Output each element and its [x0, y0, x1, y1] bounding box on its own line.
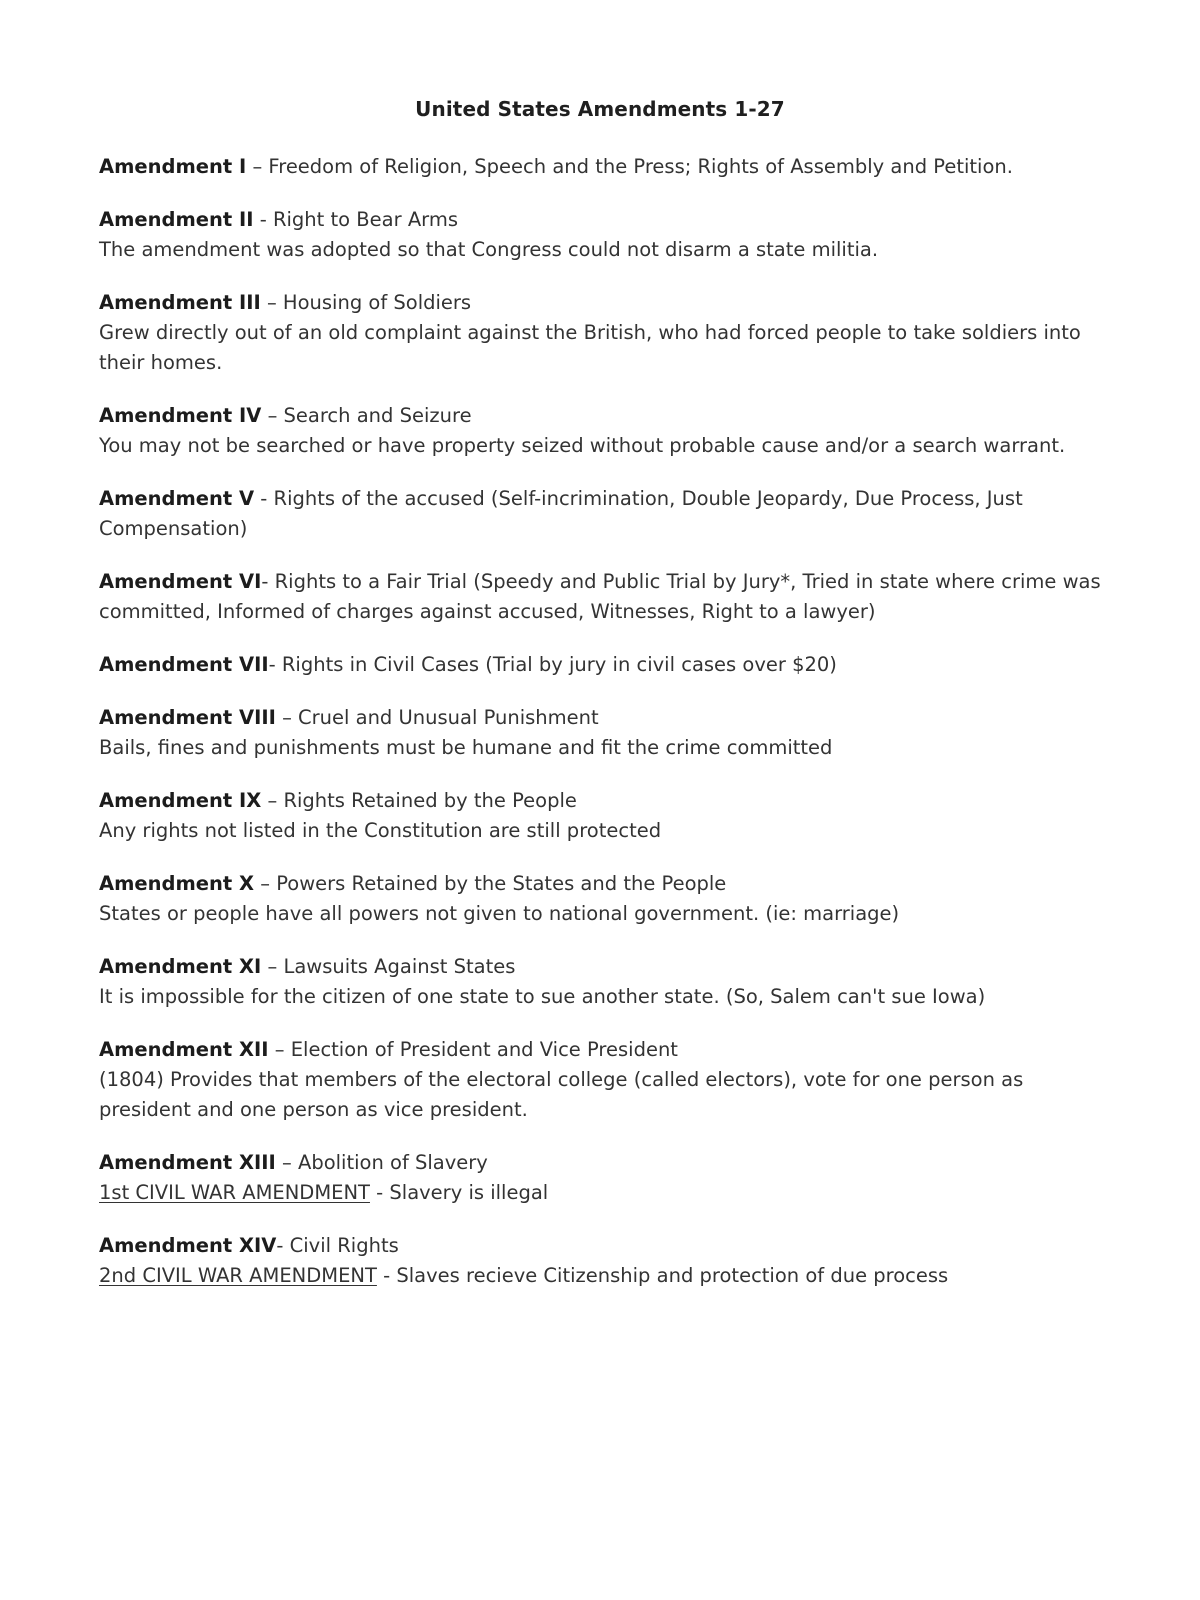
amendment-description — [99, 1178, 1109, 1208]
document-title: United States Amendments 1-27 — [415, 97, 785, 121]
amendment-heading — [99, 1148, 1109, 1178]
amendment-entry — [99, 484, 1109, 544]
amendment-heading — [99, 786, 1109, 816]
amendment-description — [99, 1261, 1109, 1291]
amendment-entry — [99, 152, 1109, 182]
amendment-entry — [99, 288, 1109, 378]
amendment-description-text: The amendment was adopted so that Congress could not disarm a state militia. — [99, 238, 879, 261]
amendment-title: – Rights Retained by the People — [261, 789, 577, 812]
amendment-description — [99, 899, 1109, 929]
amendment-number: Amendment X — [99, 872, 255, 895]
amendment-entry — [99, 786, 1109, 846]
amendment-heading — [99, 152, 1109, 182]
amendment-number: Amendment I — [99, 155, 247, 178]
amendment-number: Amendment II — [99, 208, 254, 231]
amendment-title: – Housing of Soldiers — [260, 291, 472, 314]
amendment-entry — [99, 205, 1109, 265]
amendment-description-text: - Slaves recieve Citizenship and protection of due process — [376, 1264, 949, 1287]
amendment-heading — [99, 401, 1109, 431]
amendment-entry — [99, 1035, 1109, 1125]
amendment-title: - Rights in Civil Cases (Trial by jury in civil cases over $20) — [268, 653, 837, 676]
amendment-description — [99, 235, 1109, 265]
amendment-number: Amendment IV — [99, 404, 262, 427]
civil-war-amendment-label: 2nd CIVIL WAR AMENDMENT — [99, 1264, 377, 1287]
amendment-title: - Right to Bear Arms — [253, 208, 458, 231]
amendment-title: – Abolition of Slavery — [275, 1151, 488, 1174]
amendment-entry — [99, 952, 1109, 1012]
amendment-heading — [99, 869, 1109, 899]
amendment-title: – Freedom of Religion, Speech and the Press; Rights of Assembly and Petition. — [246, 155, 1013, 178]
amendment-heading — [99, 1231, 1109, 1261]
amendment-heading — [99, 703, 1109, 733]
amendment-entry — [99, 567, 1109, 627]
amendment-title: - Rights to a Fair Trial (Speedy and Public Trial by Jury*, Tried in state where crime was committed, Informed of charges against accused, Witnesses, Right to a lawyer) — [99, 570, 1101, 623]
amendment-description — [99, 431, 1109, 461]
amendment-heading — [99, 650, 1109, 680]
amendment-title: – Powers Retained by the States and the People — [254, 872, 727, 895]
amendment-description — [99, 982, 1109, 1012]
amendment-description — [99, 816, 1109, 846]
amendment-number: Amendment XIV — [99, 1234, 277, 1257]
amendment-description — [99, 733, 1109, 763]
amendment-entry — [99, 401, 1109, 461]
amendment-number: Amendment VIII — [99, 706, 276, 729]
amendment-description-text: It is impossible for the citizen of one state to sue another state. (So, Salem can't sue Iowa) — [99, 985, 986, 1008]
amendment-heading — [99, 484, 1109, 544]
amendment-list — [99, 152, 1109, 1314]
amendment-description — [99, 1065, 1109, 1125]
amendment-title: – Election of President and Vice President — [268, 1038, 678, 1061]
amendment-description-text: You may not be searched or have property seized without probable cause and/or a search warrant. — [99, 434, 1066, 457]
amendment-description-text: Grew directly out of an old complaint against the British, who had forced people to take soldiers into their homes. — [99, 321, 1081, 374]
amendment-number: Amendment XII — [99, 1038, 269, 1061]
amendment-heading — [99, 288, 1109, 318]
amendment-title: – Search and Seizure — [261, 404, 472, 427]
amendment-entry — [99, 869, 1109, 929]
amendment-title: – Cruel and Unusual Punishment — [275, 706, 599, 729]
amendment-number: Amendment V — [99, 487, 255, 510]
civil-war-amendment-label: 1st CIVIL WAR AMENDMENT — [99, 1181, 370, 1204]
amendment-heading — [99, 952, 1109, 982]
amendment-number: Amendment XIII — [99, 1151, 276, 1174]
amendment-title: - Civil Rights — [276, 1234, 399, 1257]
amendment-entry — [99, 1231, 1109, 1291]
amendment-title: - Rights of the accused (Self-incrimination, Double Jeopardy, Due Process, Just Compensation) — [99, 487, 1023, 540]
amendment-entry — [99, 703, 1109, 763]
amendment-number: Amendment III — [99, 291, 261, 314]
amendment-description-text: (1804) Provides that members of the electoral college (called electors), vote for one person as president and one person as vice president. — [99, 1068, 1024, 1121]
amendment-heading — [99, 1035, 1109, 1065]
amendment-number: Amendment VI — [99, 570, 262, 593]
amendment-description-text: Bails, fines and punishments must be humane and fit the crime committed — [99, 736, 833, 759]
amendment-description-text: States or people have all powers not given to national government. (ie: marriage) — [99, 902, 900, 925]
amendment-number: Amendment VII — [99, 653, 269, 676]
amendment-number: Amendment IX — [99, 789, 262, 812]
amendment-description — [99, 318, 1109, 378]
amendment-heading — [99, 567, 1109, 627]
amendment-entry — [99, 650, 1109, 680]
amendment-description-text: - Slavery is illegal — [369, 1181, 549, 1204]
amendment-number: Amendment XI — [99, 955, 262, 978]
amendment-title: – Lawsuits Against States — [261, 955, 516, 978]
amendment-entry — [99, 1148, 1109, 1208]
amendment-heading — [99, 205, 1109, 235]
amendment-description-text: Any rights not listed in the Constitution are still protected — [99, 819, 662, 842]
